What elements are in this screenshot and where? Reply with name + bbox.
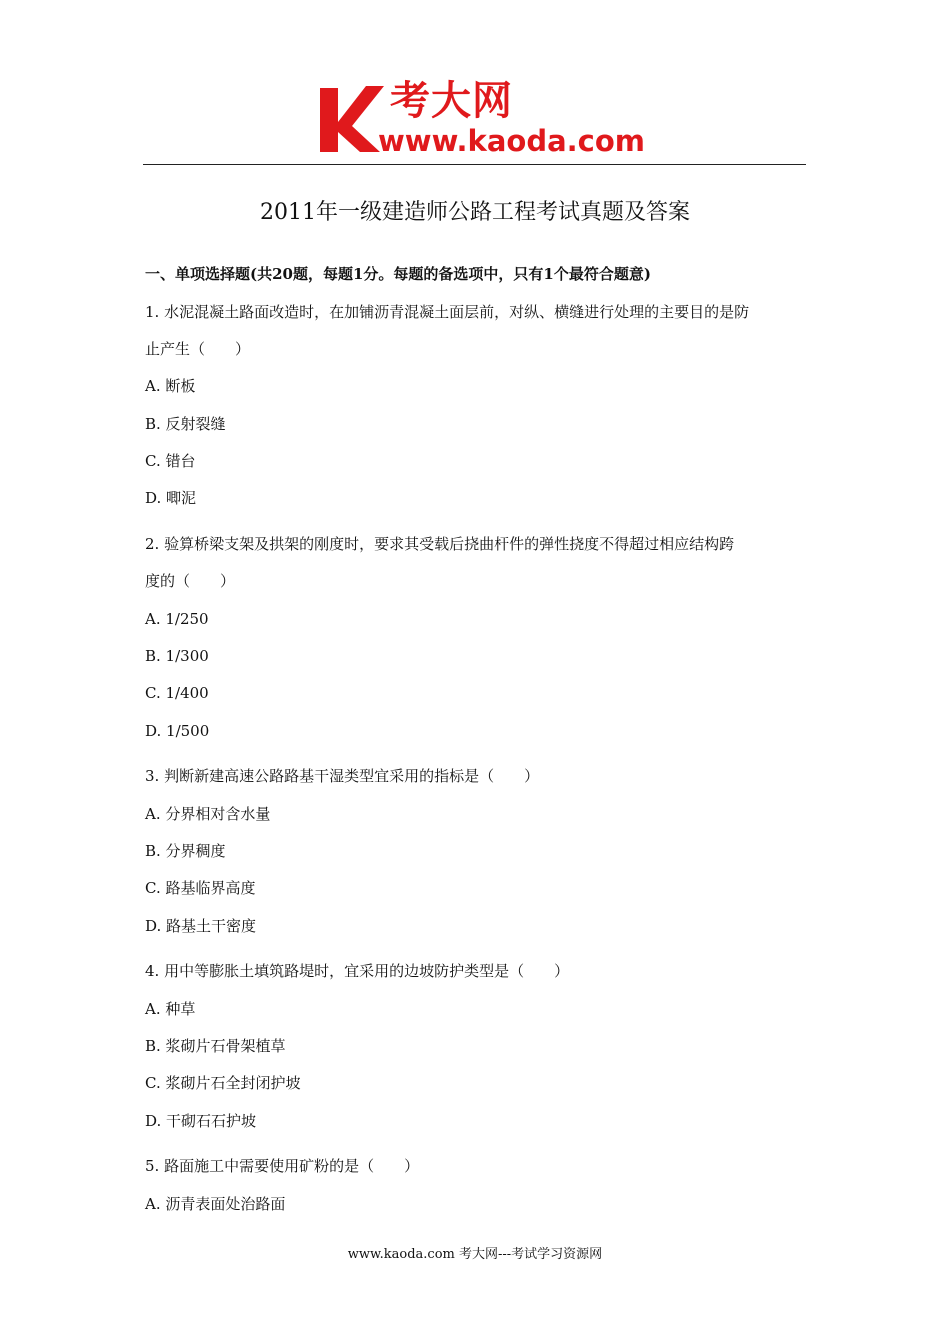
question-4-stem: 4. 用中等膨胀土填筑路堤时，宜采用的边坡防护类型是（ ） [145, 962, 570, 980]
question-1-stem: 1. 水泥混凝土路面改造时，在加铺沥青混凝土面层前，对纵、横缝进行处理的主要目的是防 [145, 303, 750, 321]
question-1-option-b: B. 反射裂缝 [145, 415, 226, 433]
question-4-option-d: D. 干砌石石护坡 [145, 1112, 257, 1130]
header-divider [143, 164, 806, 165]
question-3-option-d: D. 路基土干密度 [145, 917, 257, 935]
question-3-option-c: C. 路基临界高度 [145, 879, 256, 897]
question-2-option-b: B. 1/300 [145, 647, 209, 665]
page-footer: www.kaoda.com 考大网---考试学习资源网 [347, 1247, 603, 1262]
question-2-option-d: D. 1/500 [145, 722, 210, 740]
question-4-option-a: A. 种草 [145, 1000, 196, 1018]
question-5-option-a: A. 沥青表面处治路面 [145, 1195, 286, 1213]
question-3-stem: 3. 判断新建高速公路路基干湿类型宜采用的指标是（ ） [145, 767, 540, 785]
logo-brand-text: 考大网 [390, 78, 513, 124]
question-4-option-c: C. 浆砌片石全封闭护坡 [145, 1074, 301, 1092]
document-title: 2011年一级建造师公路工程考试真题及答案 [260, 200, 690, 225]
question-1-option-d: D. 唧泥 [145, 489, 197, 507]
logo-url-text: www.kaoda.com [378, 124, 645, 158]
question-2-option-c: C. 1/400 [145, 684, 209, 702]
question-3-option-b: B. 分界稠度 [145, 842, 226, 860]
question-3-option-a: A. 分界相对含水量 [145, 805, 271, 823]
question-1-option-a: A. 断板 [145, 377, 196, 395]
question-2-stem: 2. 验算桥梁支架及拱架的刚度时，要求其受载后挠曲杆件的弹性挠度不得超过相应结构跨 [145, 535, 735, 553]
section-heading: 一、单项选择题(共20题，每题1分。每题的备选项中，只有1个最符合题意) [145, 265, 651, 283]
question-4-option-b: B. 浆砌片石骨架植草 [145, 1037, 286, 1055]
question-5-stem: 5. 路面施工中需要使用矿粉的是（ ） [145, 1157, 420, 1175]
question-1-stem-cont: 止产生（ ） [145, 340, 251, 358]
kaoda-logo [318, 78, 645, 160]
question-1-option-c: C. 错台 [145, 452, 196, 470]
question-2-option-a: A. 1/250 [145, 610, 209, 628]
question-2-stem-cont: 度的（ ） [145, 572, 236, 590]
